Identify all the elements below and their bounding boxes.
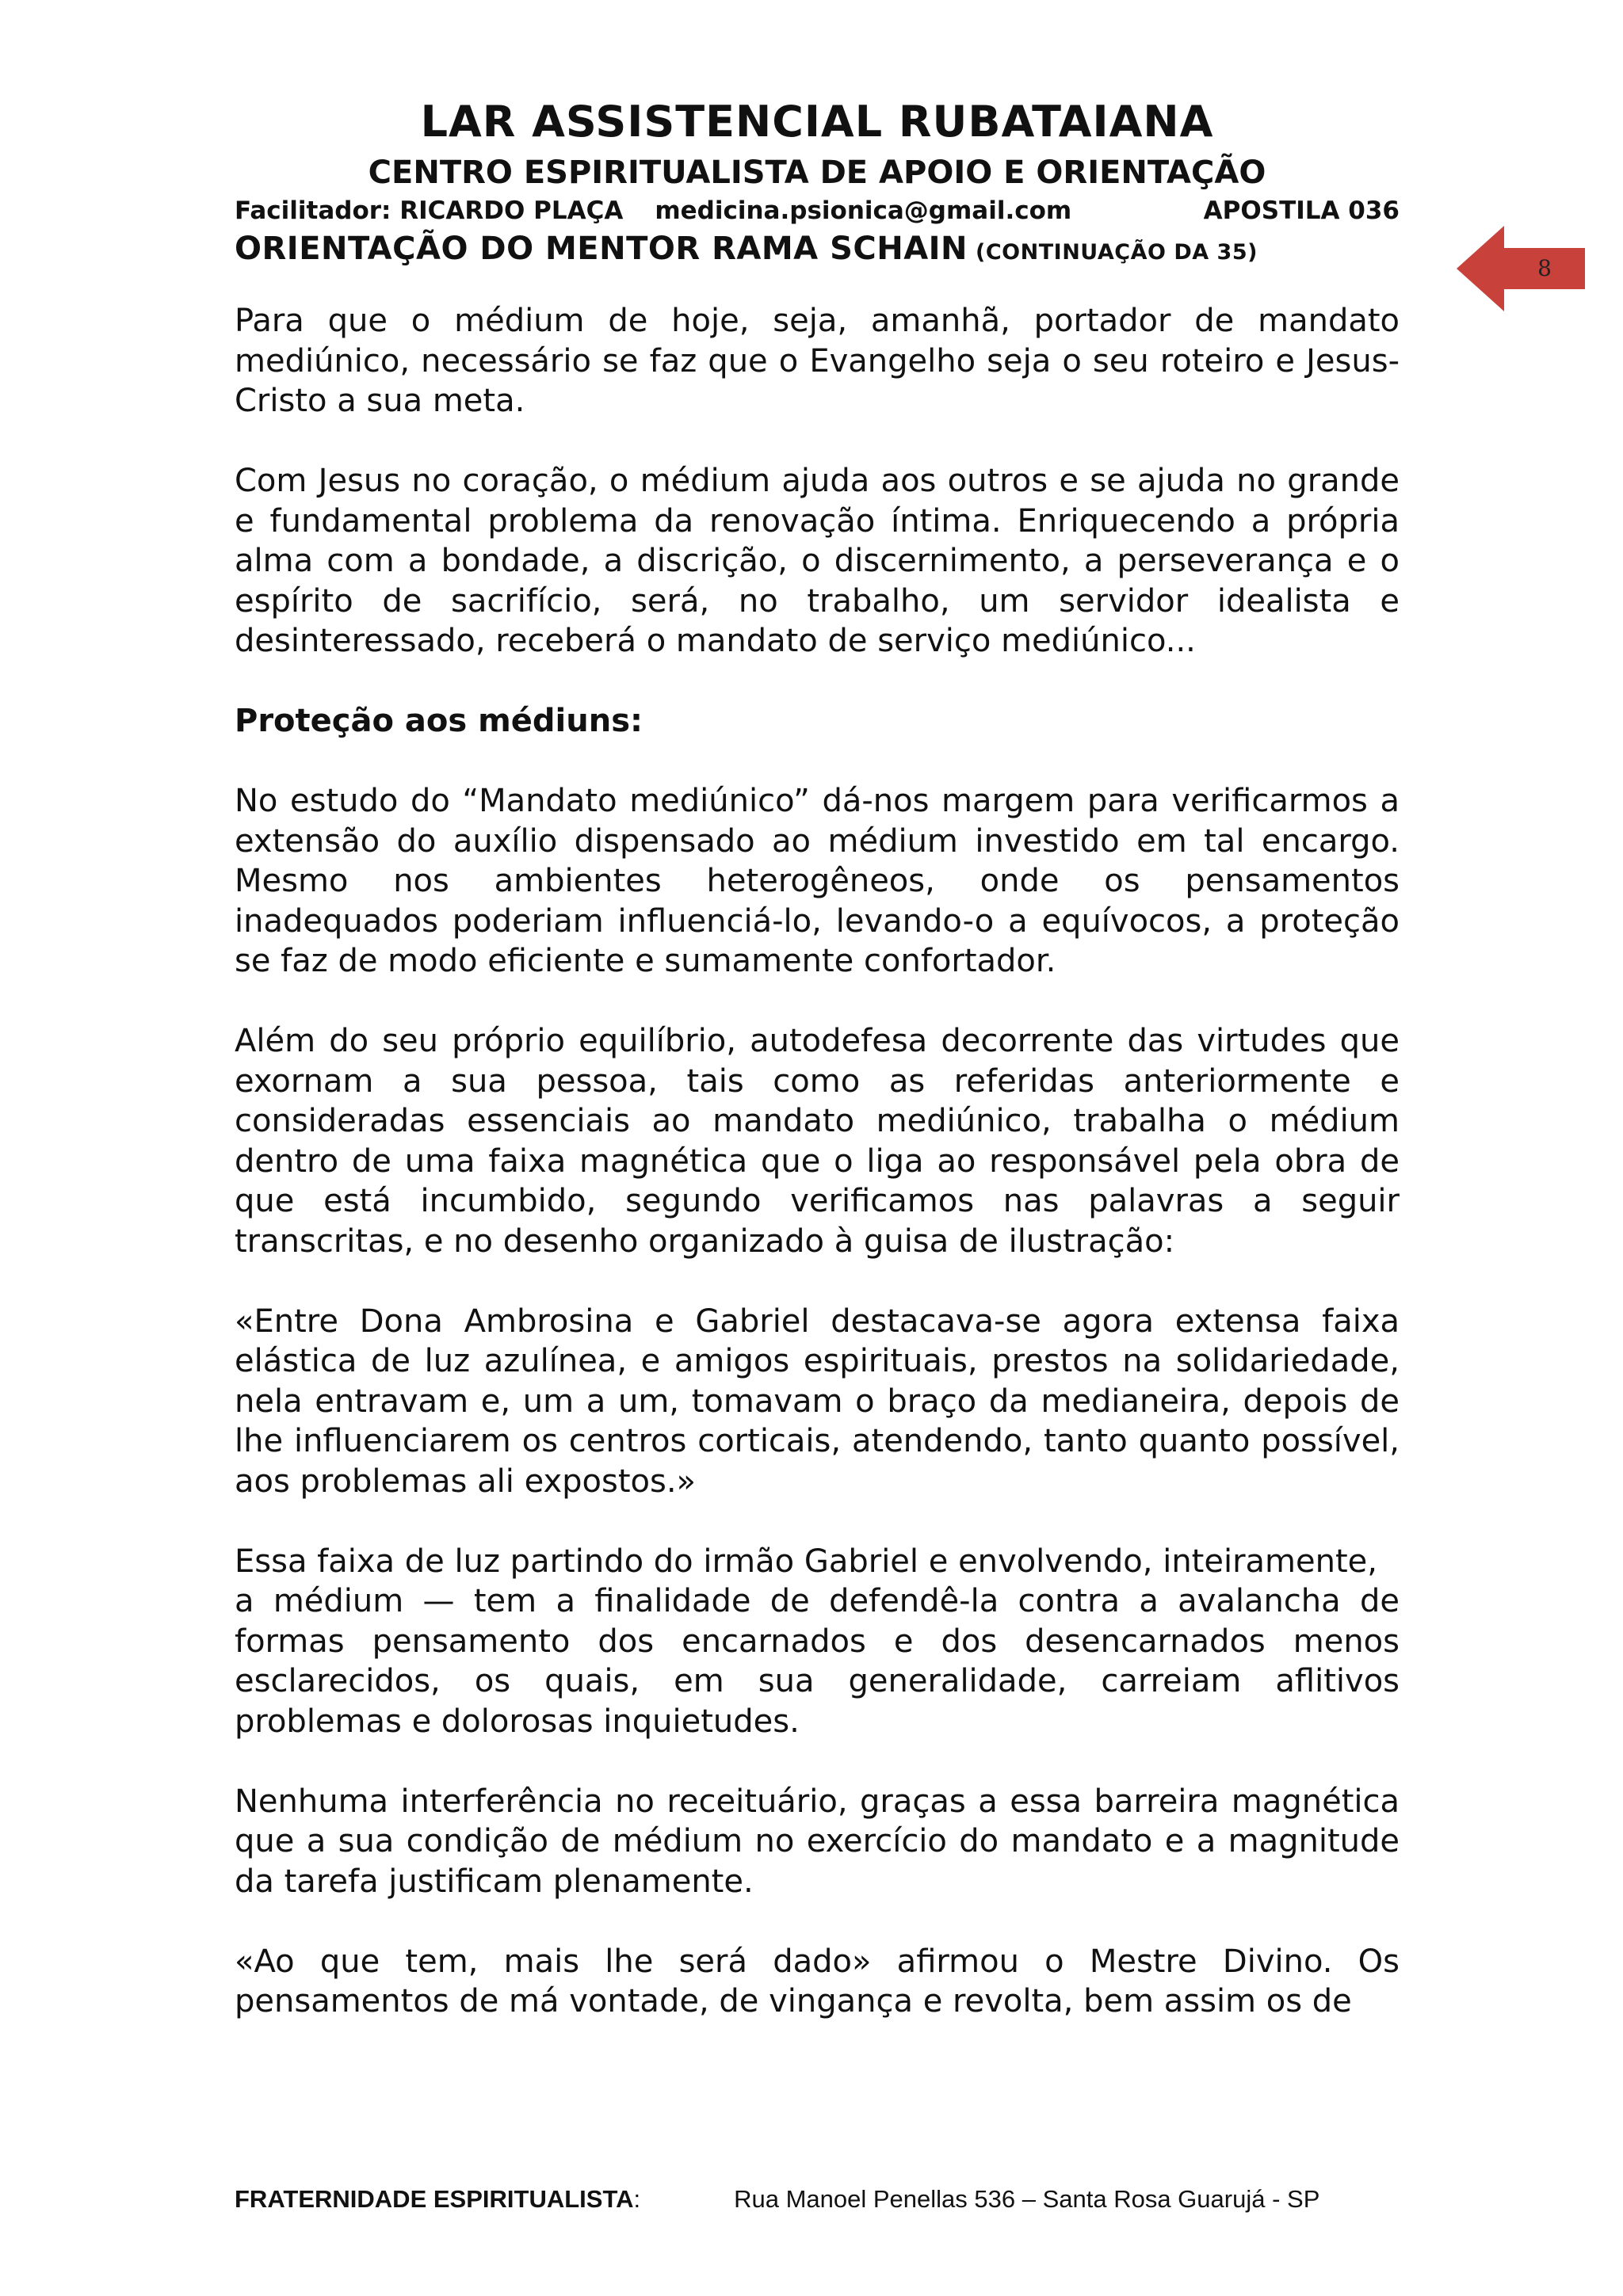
- page-footer: [235, 2183, 1400, 2215]
- orientation-heading: [235, 227, 1400, 275]
- footer-label: FRATERNIDADE ESPIRITUALISTA: [235, 2185, 634, 2213]
- paragraph: Com Jesus no coração, o médium ajuda aos outros e se ajuda no grande e fundamental problema da renovação íntima. Enriquecendo a própria alma com a bondade, a discrição, o discernimento, a perseverança e o espírito de sacrifício, será, no trabalho, um servidor idealista e desinteressado, receberá o mandato de serviço mediúnico...: [235, 463, 1400, 659]
- page-number: 8: [1537, 255, 1552, 281]
- contact-email: medicina.psionica@gmail.com: [655, 196, 1072, 225]
- apostila-number: APOSTILA 036: [1203, 196, 1400, 225]
- footer-colon: :: [633, 2185, 641, 2213]
- orientation-title: ORIENTAÇÃO DO MENTOR RAMA SCHAIN: [235, 231, 968, 267]
- quote-paragraph: «Entre Dona Ambrosina e Gabriel destacava-se agora extensa faixa elástica de luz azulínea, e amigos espirituais, prestos na solidariedade, nela entravam e, um a um, tomavam o braço da medianeira, depois de lhe influenciarem os centros corticais, atendendo, tanto quanto possível, aos problemas ali expostos.»: [235, 1302, 1400, 1500]
- paragraph: Nenhuma interferência no receituário, graças a essa barreira magnética que a sua condição de médium no exercício do mandato e a magnitude da tarefa justificam plenamente.: [235, 1783, 1400, 1900]
- continuation-note: (CONTINUAÇÃO DA 35): [976, 240, 1258, 265]
- paragraph: Para que o médium de hoje, seja, amanhã, portador de mandato mediúnico, necessário se faz que o Evangelho seja o seu roteiro e Jesus-Cristo a sua meta.: [235, 303, 1400, 419]
- document-body: [235, 301, 1400, 2061]
- paragraph: a médium — tem a finalidade de defendê-la contra a avalancha de formas pensamento dos encarnados e dos desencarnados menos esclarecidos, os quais, em sua generalidade, carreiam aflitivos problemas e dolorosas inquietudes.: [235, 1583, 1400, 1740]
- paragraph: No estudo do “Mandato mediúnico” dá-nos margem para verificarmos a extensão do auxílio dispensado ao médium investido em tal encargo. Mesmo nos ambientes heterogêneos, onde os pensamentos inadequados poderiam influenciá-lo, levando-o a equívocos, a proteção se faz de modo eficiente e sumamente confortador.: [235, 783, 1400, 979]
- paragraph: Essa faixa de luz partindo do irmão Gabriel e envolvendo, inteiramente,: [235, 1543, 1377, 1580]
- paragraph: «Ao que tem, mais lhe será dado» afirmou o Mestre Divino. Os pensamentos de má vontade, de vingança e revolta, bem assim os de: [235, 1943, 1400, 2019]
- header-info-line: [235, 195, 1400, 227]
- section-heading: Proteção aos médiuns:: [235, 703, 643, 739]
- organization-subtitle: CENTRO ESPIRITUALISTA DE APOIO E ORIENTAÇÃO: [368, 154, 1266, 191]
- footer-address: Rua Manoel Penellas 536 – Santa Rosa Guarujá - SP: [734, 2185, 1320, 2213]
- paragraph: Além do seu próprio equilíbrio, autodefesa decorrente das virtudes que exornam a sua pessoa, tais como as referidas anteriormente e consideradas essenciais ao mandato mediúnico, trabalha o médium dentro de uma faixa magnética que o liga ao responsável pela obra de que está incumbido, segundo verificamos nas palavras a seguir transcritas, e no desenho organizado à guisa de ilustração:: [235, 1023, 1400, 1260]
- facilitator-name: Facilitador: RICARDO PLAÇA: [235, 196, 624, 225]
- organization-title: LAR ASSISTENCIAL RUBATAIANA: [420, 97, 1214, 147]
- page-header: [235, 93, 1400, 275]
- page-number-badge: [1457, 226, 1585, 311]
